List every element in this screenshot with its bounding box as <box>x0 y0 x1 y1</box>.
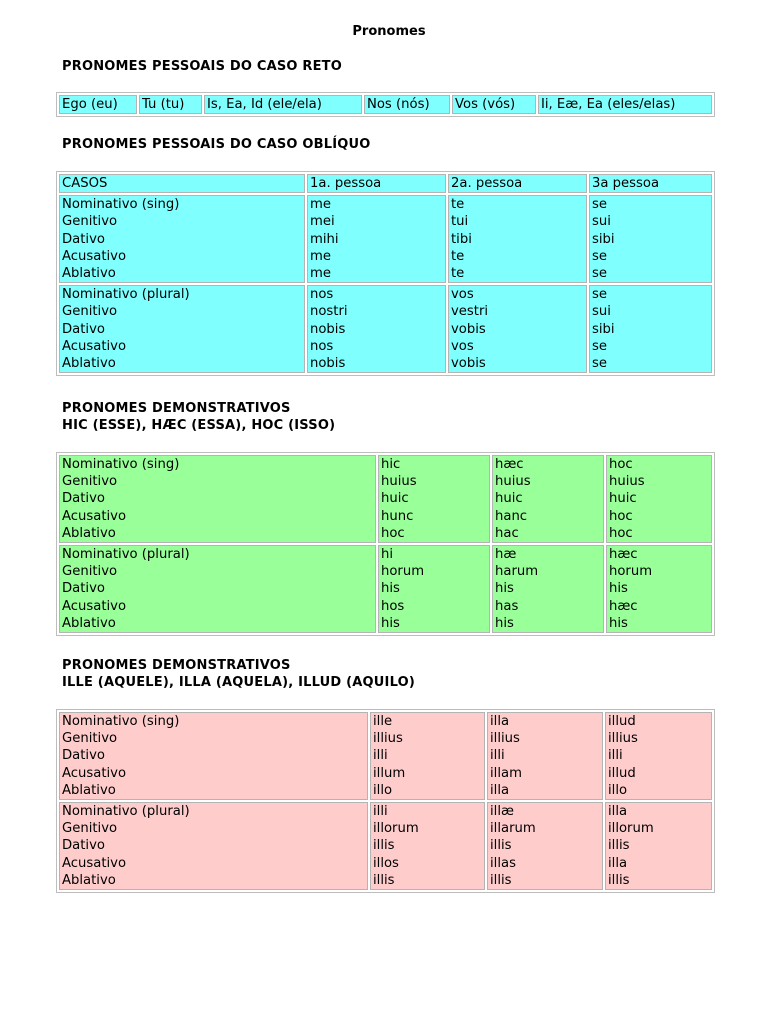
form-value: illud <box>608 765 636 781</box>
form-value: hæc <box>609 546 638 562</box>
column-header-2a-pessoa: 2a. pessoa <box>448 174 587 193</box>
form-value: vobis <box>451 355 486 371</box>
form-value: mei <box>310 214 335 230</box>
table-row-singular <box>59 195 712 283</box>
form-value: his <box>609 581 628 597</box>
form-value: se <box>592 197 607 213</box>
forms-cell <box>492 545 604 633</box>
case-label: Dativo <box>62 231 105 247</box>
form-value: huius <box>609 474 645 490</box>
form-value: te <box>451 248 465 264</box>
form-value: has <box>495 598 519 614</box>
case-label: Acusativo <box>62 338 127 354</box>
page-title: Pronomes <box>352 24 426 39</box>
case-label: Nominativo (sing) <box>62 197 180 213</box>
case-label: Genitivo <box>62 564 118 580</box>
form-value: illis <box>373 872 395 888</box>
cell-is-ea-id: Is, Ea, Id (ele/ela) <box>204 95 362 114</box>
forms-cell <box>307 285 446 373</box>
form-value: illis <box>490 872 512 888</box>
form-value: illum <box>373 765 406 781</box>
cases-cell <box>59 285 305 373</box>
case-label: Dativo <box>62 491 105 507</box>
form-value: illis <box>490 838 512 854</box>
form-value: hæc <box>609 598 638 614</box>
forms-cell <box>487 802 603 890</box>
form-value: vos <box>451 287 474 303</box>
heading-demonstrativos-hic <box>62 400 335 434</box>
cell-ii-eae-ea: Ii, Eæ, Ea (eles/elas) <box>538 95 712 114</box>
form-value: hæ <box>495 546 517 562</box>
case-label: Ablativo <box>62 525 116 541</box>
case-label: Ablativo <box>62 782 116 798</box>
form-value: huius <box>381 474 417 490</box>
form-value: illi <box>490 748 505 764</box>
form-value: illas <box>490 855 516 871</box>
forms-cell <box>605 802 712 890</box>
form-value: illo <box>608 782 628 798</box>
forms-cell <box>370 802 485 890</box>
table-row-plural <box>59 802 712 890</box>
case-label: Acusativo <box>62 855 127 871</box>
column-header-3a-pessoa: 3a pessoa <box>589 174 712 193</box>
case-label: Nominativo (sing) <box>62 714 180 729</box>
form-value: te <box>451 265 465 281</box>
form-value: huic <box>495 491 523 507</box>
case-label: Nominativo (plural) <box>62 546 190 562</box>
forms-cell <box>487 712 603 800</box>
table-caso-obliquo <box>56 171 715 376</box>
forms-cell <box>605 712 712 800</box>
cell-ego: Ego (eu) <box>59 95 137 114</box>
form-value: huic <box>381 491 409 507</box>
heading-line: HIC (ESSE), HÆC (ESSA), HOC (ISSO) <box>62 418 336 433</box>
form-value: nobis <box>310 321 346 337</box>
form-value: illarum <box>490 821 536 837</box>
form-value: hos <box>381 598 405 614</box>
table-row-plural <box>59 285 712 373</box>
form-value: illo <box>373 782 393 798</box>
form-value: sui <box>592 304 611 320</box>
case-label: Acusativo <box>62 248 127 264</box>
form-value: me <box>310 265 331 281</box>
table-row-singular <box>59 455 712 543</box>
form-value: me <box>310 248 331 264</box>
case-label: Ablativo <box>62 872 116 888</box>
form-value: nos <box>310 287 334 303</box>
form-value: illius <box>608 731 638 747</box>
case-label: Dativo <box>62 838 105 854</box>
form-value: se <box>592 355 607 371</box>
form-value: illorum <box>373 821 419 837</box>
form-value: illi <box>373 748 388 764</box>
case-label: Acusativo <box>62 508 127 524</box>
form-value: illam <box>490 765 522 781</box>
case-label: Ablativo <box>62 265 116 281</box>
heading-line: PRONOMES DEMONSTRATIVOS <box>62 658 291 673</box>
cell-tu: Tu (tu) <box>139 95 202 114</box>
case-label: Ablativo <box>62 355 116 371</box>
case-label: Acusativo <box>62 765 127 781</box>
form-value: vestri <box>451 304 489 320</box>
form-value: sibi <box>592 321 615 337</box>
form-value: his <box>609 615 628 631</box>
case-label: Dativo <box>62 748 105 764</box>
form-value: hic <box>381 457 401 472</box>
form-value: illi <box>608 748 623 764</box>
form-value: illa <box>490 782 510 798</box>
case-label: Nominativo (plural) <box>62 803 190 819</box>
form-value: se <box>592 287 607 303</box>
heading-caso-reto: PRONOMES PESSOAIS DO CASO RETO <box>62 59 342 74</box>
forms-cell <box>448 285 587 373</box>
form-value: his <box>381 615 400 631</box>
forms-cell <box>492 455 604 543</box>
form-value: vos <box>451 338 474 354</box>
table-row <box>59 95 712 114</box>
form-value: hac <box>495 525 519 541</box>
forms-cell <box>606 455 712 543</box>
form-value: illi <box>373 803 388 819</box>
heading-line: PRONOMES DEMONSTRATIVOS <box>62 401 291 416</box>
form-value: his <box>495 581 514 597</box>
cases-cell <box>59 455 376 543</box>
table-row-plural <box>59 545 712 633</box>
case-label: Dativo <box>62 321 105 337</box>
form-value: nos <box>310 338 334 354</box>
form-value: illius <box>490 731 520 747</box>
form-value: hoc <box>609 457 633 472</box>
heading-line: ILLE (AQUELE), ILLA (AQUELA), ILLUD (AQUILO) <box>62 675 415 690</box>
form-value: illa <box>608 803 628 819</box>
form-value: illos <box>373 855 399 871</box>
forms-cell <box>589 195 712 283</box>
form-value: tui <box>451 214 469 230</box>
form-value: se <box>592 265 607 281</box>
form-value: harum <box>495 564 539 580</box>
form-value: hoc <box>609 525 633 541</box>
cases-cell <box>59 545 376 633</box>
cell-nos: Nos (nós) <box>364 95 450 114</box>
cell-vos: Vos (vós) <box>452 95 536 114</box>
forms-cell <box>448 195 587 283</box>
form-value: illius <box>373 731 403 747</box>
case-label: Genitivo <box>62 821 118 837</box>
form-value: his <box>495 615 514 631</box>
case-label: Acusativo <box>62 598 127 614</box>
form-value: hanc <box>495 508 528 524</box>
column-header-1a-pessoa: 1a. pessoa <box>307 174 446 193</box>
form-value: hunc <box>381 508 414 524</box>
form-value: hoc <box>381 525 405 541</box>
table-row-singular <box>59 712 712 800</box>
forms-cell <box>378 545 490 633</box>
table-demonstrativos-ille <box>56 709 715 893</box>
form-value: illis <box>608 838 630 854</box>
form-value: hæc <box>495 457 524 472</box>
case-label: Genitivo <box>62 474 118 490</box>
form-value: horum <box>609 564 653 580</box>
forms-cell <box>370 712 485 800</box>
table-caso-reto <box>56 92 715 117</box>
form-value: sui <box>592 214 611 230</box>
case-label: Nominativo (sing) <box>62 457 180 472</box>
form-value: vobis <box>451 321 486 337</box>
case-label: Nominativo (plural) <box>62 287 190 303</box>
form-value: hoc <box>609 508 633 524</box>
cases-cell <box>59 712 368 800</box>
case-label: Genitivo <box>62 304 118 320</box>
form-value: se <box>592 248 607 264</box>
form-value: illud <box>608 714 636 729</box>
table-demonstrativos-hic <box>56 452 715 636</box>
case-label: Ablativo <box>62 615 116 631</box>
form-value: his <box>381 581 400 597</box>
form-value: mihi <box>310 231 339 247</box>
forms-cell <box>606 545 712 633</box>
heading-caso-obliquo: PRONOMES PESSOAIS DO CASO OBLÍQUO <box>62 137 371 152</box>
form-value: huic <box>609 491 637 507</box>
form-value: tibi <box>451 231 472 247</box>
case-label: Genitivo <box>62 214 118 230</box>
cases-cell <box>59 802 368 890</box>
form-value: illæ <box>490 803 514 819</box>
form-value: illorum <box>608 821 654 837</box>
form-value: illa <box>608 855 628 871</box>
form-value: ille <box>373 714 393 729</box>
heading-demonstrativos-ille <box>62 657 415 691</box>
forms-cell <box>307 195 446 283</box>
form-value: sibi <box>592 231 615 247</box>
form-value: nobis <box>310 355 346 371</box>
form-value: hi <box>381 546 394 562</box>
form-value: te <box>451 197 465 213</box>
case-label: Dativo <box>62 581 105 597</box>
form-value: me <box>310 197 331 213</box>
forms-cell <box>589 285 712 373</box>
table-header-row <box>59 174 712 193</box>
form-value: illa <box>490 714 510 729</box>
cases-cell <box>59 195 305 283</box>
form-value: se <box>592 338 607 354</box>
form-value: nostri <box>310 304 348 320</box>
column-header-casos: CASOS <box>59 174 305 193</box>
form-value: huius <box>495 474 531 490</box>
form-value: illis <box>373 838 395 854</box>
case-label: Genitivo <box>62 731 118 747</box>
form-value: horum <box>381 564 425 580</box>
forms-cell <box>378 455 490 543</box>
form-value: illis <box>608 872 630 888</box>
